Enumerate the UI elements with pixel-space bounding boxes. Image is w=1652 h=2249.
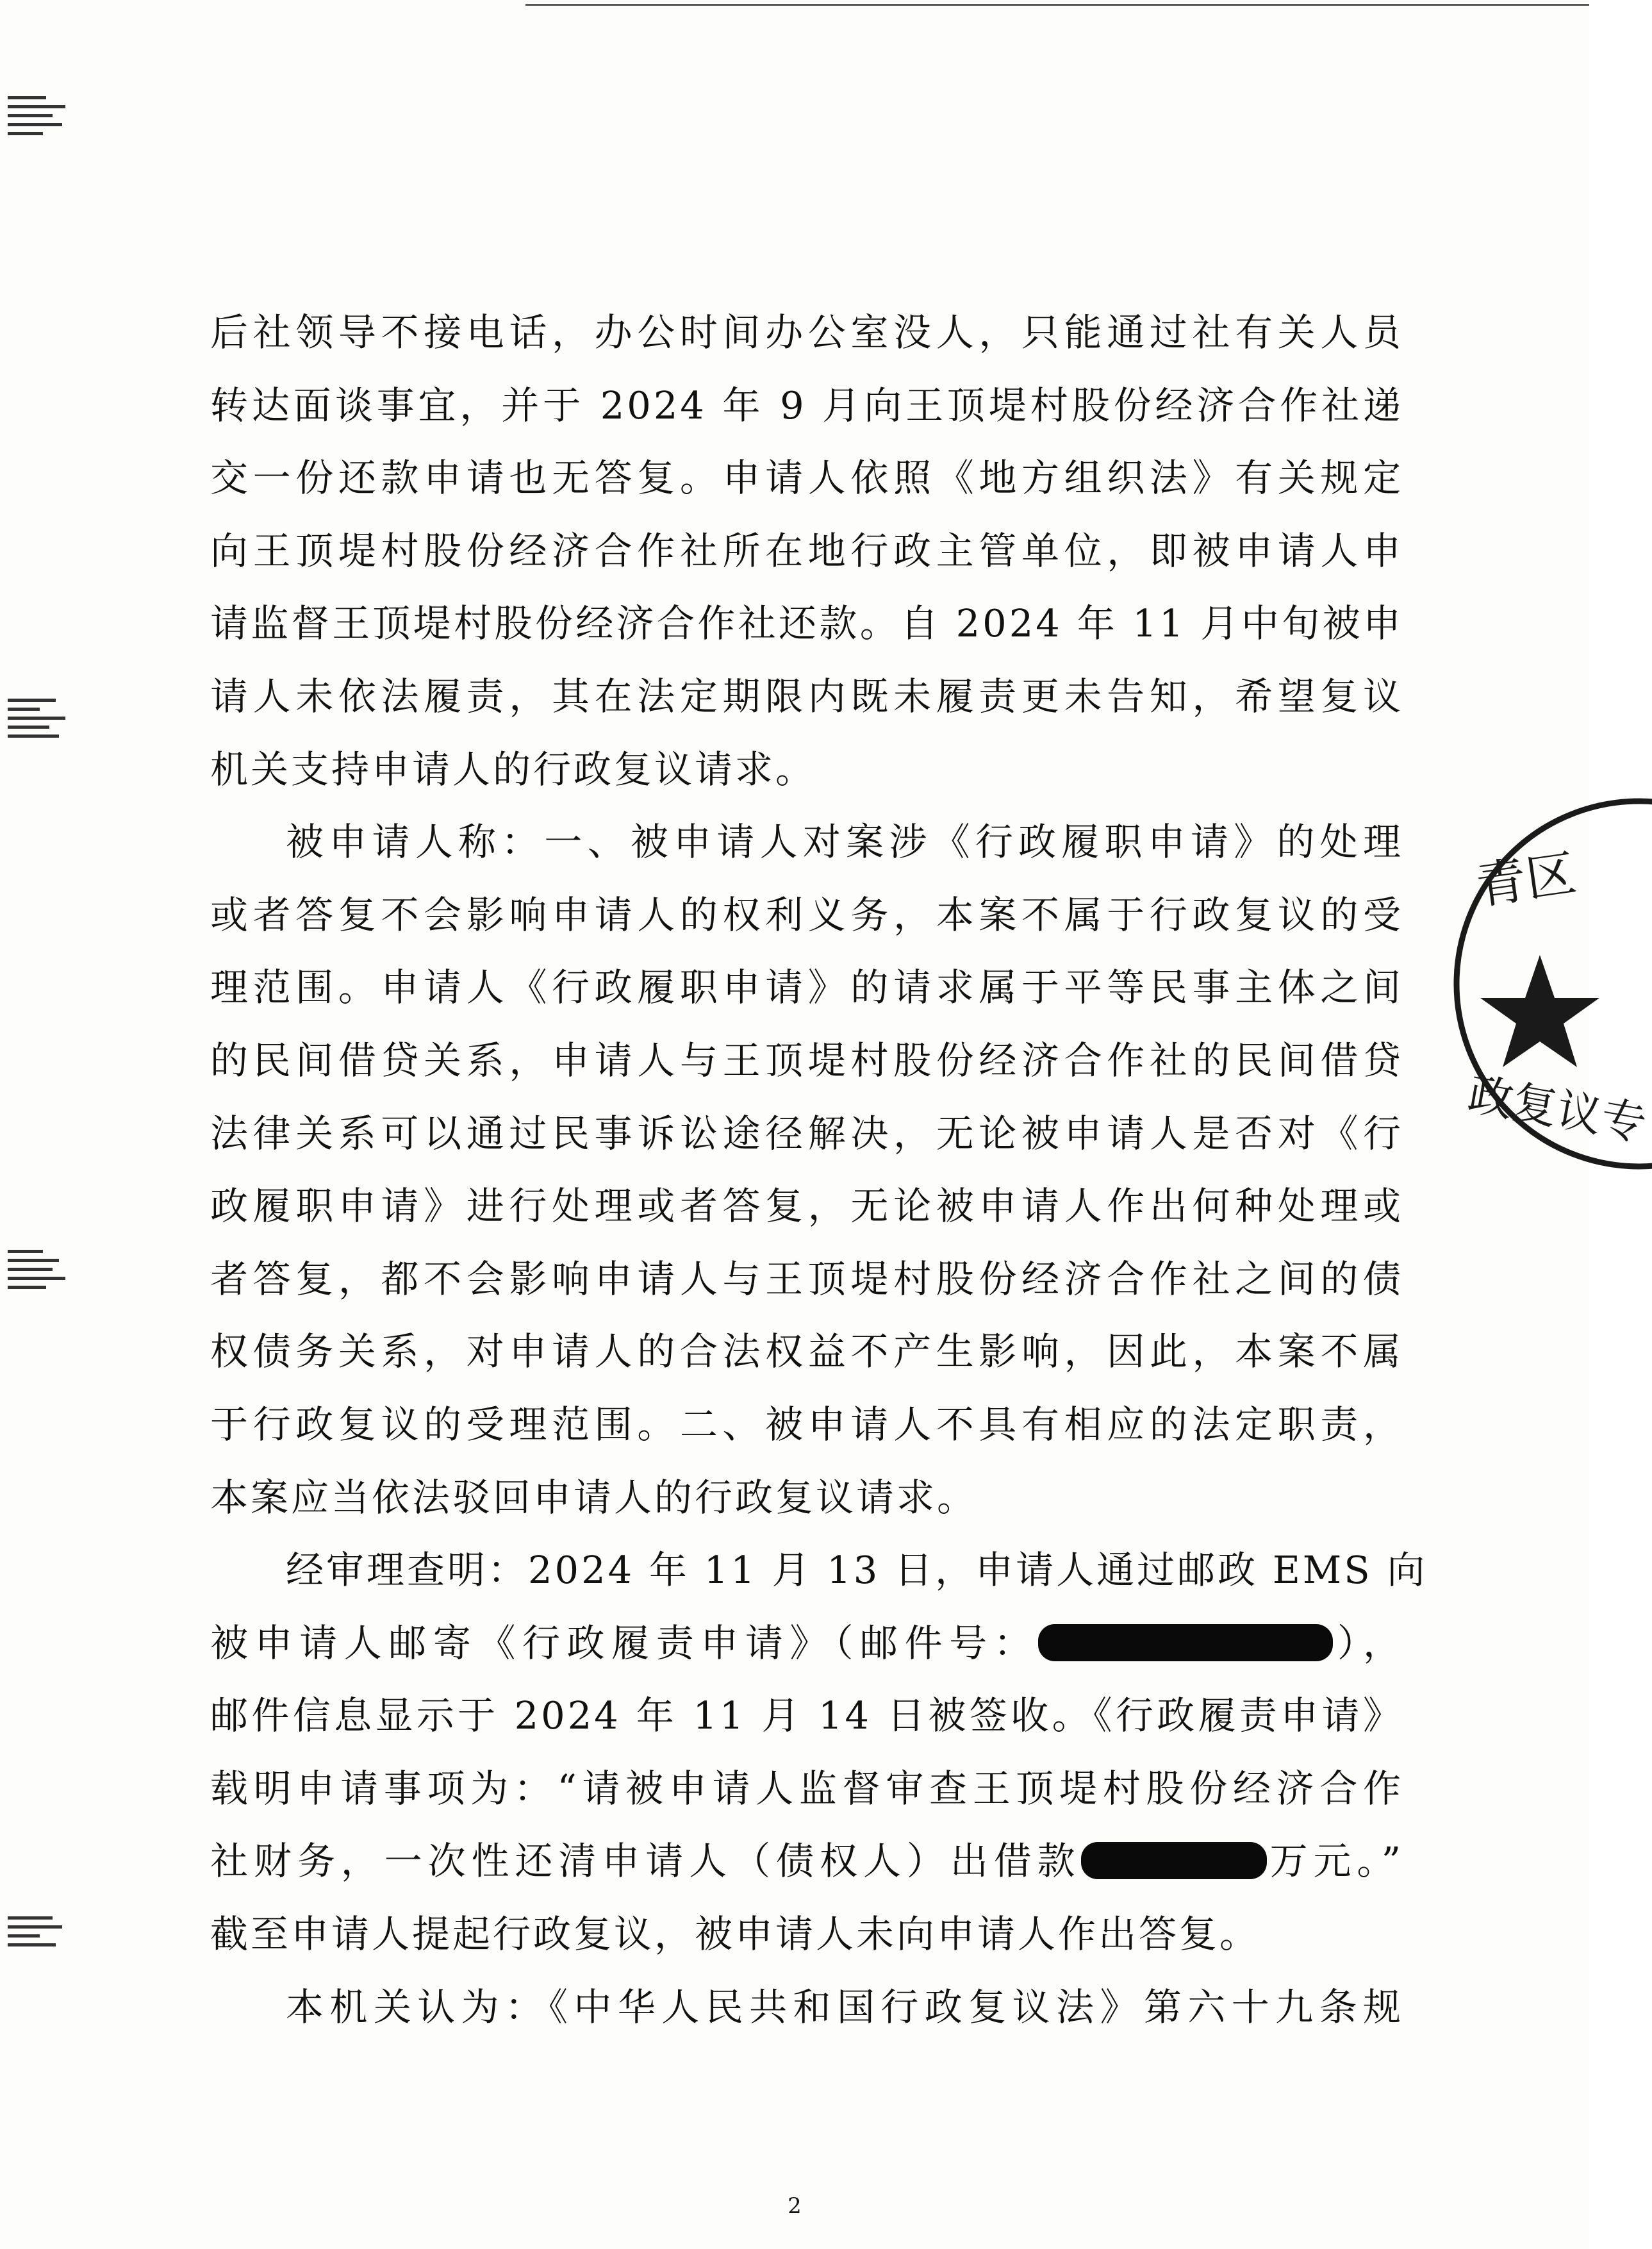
text-line: 截至申请人提起行政复议，被申请人未向申请人作出答复。 — [210, 1912, 1260, 1957]
text-line: 权债务关系，对申请人的合法权益不产生影响，因此，本案不属 — [210, 1329, 1403, 1374]
text-line: 于行政复议的受理范围。二、被申请人不具有相应的法定职责， — [210, 1402, 1403, 1447]
redaction-mark — [1081, 1842, 1267, 1879]
text-line: 交一份还款申请也无答复。申请人依照《地方组织法》有关规定 — [210, 456, 1403, 501]
text-line: 邮件信息显示于 2024 年 11 月 14 日被签收。《行政履责申请》 — [210, 1693, 1403, 1738]
text-line: 法律关系可以通过民事诉讼途径解决，无论被申请人是否对《行 — [210, 1111, 1403, 1156]
scan-edge-marks — [8, 96, 72, 141]
paragraph-start-line: 被申请人称：一、被申请人对案涉《行政履职申请》的处理 — [286, 820, 1403, 865]
text-segment: ）， — [1333, 1620, 1403, 1665]
seal-star-icon — [1480, 955, 1599, 1067]
redaction-mark — [1038, 1624, 1333, 1661]
text-line-with-redaction — [210, 1825, 1403, 1898]
text-line: 请人未依法履责，其在法定期限内既未履责更未告知，希望复议 — [210, 674, 1403, 718]
text-segment: 社财务，一次性还清申请人（债权人）出借款 — [210, 1839, 1081, 1884]
text-segment: 万元。” — [1266, 1839, 1403, 1884]
page-number: 2 — [788, 2193, 802, 2219]
paragraph-start-line: 经审理查明：2024 年 11 月 13 日，申请人通过邮政 EMS 向 — [286, 1548, 1428, 1593]
official-seal-stamp — [1453, 798, 1652, 1170]
text-line: 机关支持申请人的行政复议请求。 — [210, 747, 816, 792]
text-line: 向王顶堤村股份经济合作社所在地行政主管单位，即被申请人申 — [210, 528, 1403, 573]
text-line: 载明申请事项为：“请被申请人监督审查王顶堤村股份经济合作 — [210, 1766, 1403, 1811]
scan-edge-marks — [8, 699, 72, 743]
text-line-with-redaction — [210, 1607, 1403, 1680]
scan-edge-marks — [8, 1250, 72, 1295]
text-line: 本案应当依法驳回申请人的行政复议请求。 — [210, 1475, 978, 1520]
text-line: 政履职申请》进行处理或者答复，无论被申请人作出何种处理或 — [210, 1184, 1403, 1229]
text-line: 者答复，都不会影响申请人与王顶堤村股份经济合作社之间的债 — [210, 1256, 1403, 1301]
text-line: 请监督王顶堤村股份经济合作社还款。自 2024 年 11 月中旬被申 — [210, 601, 1403, 646]
text-line: 转达面谈事宜，并于 2024 年 9 月向王顶堤村股份经济合作社递 — [210, 383, 1403, 427]
svg-text:政复议专: 政复议专 — [1464, 1067, 1651, 1151]
paragraph-start-line: 本机关认为：《中华人民共和国行政复议法》第六十九条规 — [286, 1984, 1403, 2029]
scan-top-edge-line — [525, 4, 1589, 6]
text-line: 后社领导不接电话，办公时间办公室没人，只能通过社有关人员 — [210, 310, 1403, 354]
text-segment: 被申请人邮寄《行政履责申请》（邮件号： — [210, 1620, 1039, 1665]
scan-edge-marks — [8, 1916, 72, 1952]
text-line: 理范围。申请人《行政履职申请》的请求属于平等民事主体之间 — [210, 965, 1403, 1010]
document-body — [210, 296, 1428, 2043]
text-line: 或者答复不会影响申请人的权利义务，本案不属于行政复议的受 — [210, 892, 1403, 937]
svg-text:青区: 青区 — [1473, 844, 1580, 916]
text-line: 的民间借贷关系，申请人与王顶堤村股份经济合作社的民间借贷 — [210, 1038, 1403, 1083]
